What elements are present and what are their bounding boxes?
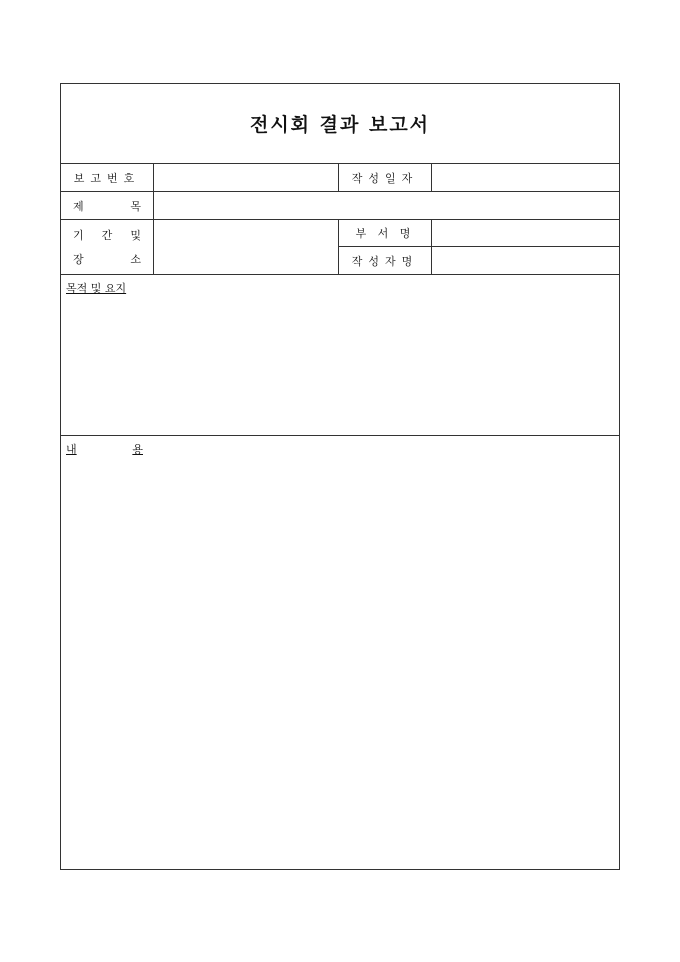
author-label: 작성자명: [351, 254, 419, 268]
author-field[interactable]: [432, 247, 619, 274]
right-values: [432, 220, 619, 274]
content-label-part: 용: [132, 443, 143, 456]
purpose-label: 목적 및 요지: [66, 282, 127, 295]
period-place-label: [61, 220, 154, 274]
period-label-part: 간: [101, 229, 113, 242]
place-label-part: 소: [130, 253, 141, 266]
report-number-field[interactable]: [154, 164, 339, 191]
right-labels: [339, 220, 432, 274]
row-period-place: [61, 220, 619, 275]
period-place-field[interactable]: [154, 220, 339, 274]
period-label: [73, 227, 141, 243]
place-label: [73, 251, 141, 267]
row-subject: [61, 192, 619, 220]
report-form: [60, 83, 620, 870]
row-report-number: [61, 164, 619, 192]
subject-label-part: 목: [130, 199, 141, 213]
content-label: [66, 441, 143, 457]
place-label-part: 장: [73, 253, 84, 266]
title-row: [61, 84, 619, 164]
content-label-part: 내: [66, 443, 77, 456]
subject-field[interactable]: [154, 192, 619, 219]
department-field[interactable]: [432, 220, 619, 247]
period-label-part: 기: [73, 229, 84, 242]
department-label: 부 서 명: [339, 220, 431, 247]
document-title: 전시회 결과 보고서: [249, 114, 431, 136]
subject-label-part: 제: [73, 199, 84, 213]
period-label-part: 및: [130, 229, 141, 242]
purpose-section[interactable]: [61, 275, 619, 436]
report-number-label: 보고번호: [61, 164, 154, 191]
subject-label: [61, 192, 154, 219]
write-date-label: 작성일자: [339, 164, 432, 191]
content-section[interactable]: [61, 436, 619, 869]
write-date-field[interactable]: [432, 164, 619, 191]
